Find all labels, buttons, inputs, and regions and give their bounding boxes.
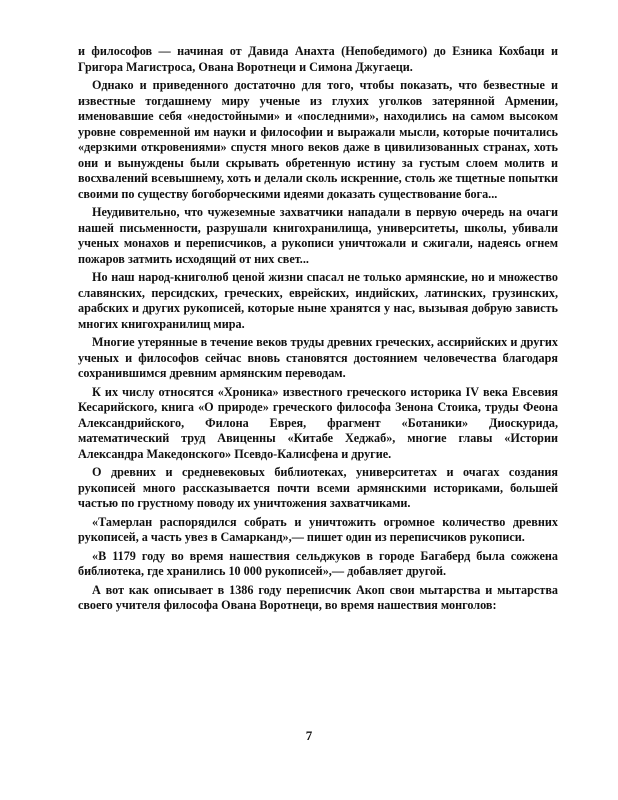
paragraph-9: «В 1179 году во время нашествия сельджуков в городе Багаберд была сожжена библиотека, где хранились 10 000 рукописей»,— добавляет другой. (78, 548, 558, 578)
page-number: 7 (305, 728, 313, 743)
paragraph-5: Многие утерянные в течение веков труды древних греческих, ассирийских и других ученых и философов сейчас вновь становятся достоянием человечества благодаря сохранившимся древним армянским переводам. (78, 335, 558, 380)
paragraph-7: О древних и средневековых библиотеках, университетах и очагах создания рукописей много рассказывается почти всеми армянскими историками, большей частью по грустному поводу их уничтожения захватчиками. (78, 465, 558, 510)
paragraph-3: Неудивительно, что чужеземные захватчики нападали в первую очередь на очаги нашей письменности, разрушали книгохранилища, университеты, школы, убивали ученых монахов и переписчиков, а рукописи уничтожали и сжигали, надеясь огнем пожаров затмить исходящий от них свет... (78, 205, 558, 266)
paragraph-10: А вот как описывает в 1386 году переписчик Акоп свои мытарства и мытарства своего учителя философа Ована Воротнеци, во время нашествия монголов: (78, 582, 558, 612)
paragraph-1: и философов — начиная от Давида Анахта (Непобедимого) до Езника Кохбаци и Григора Магистроса, Ована Воротнеци и Симона Джугаеци. (78, 44, 558, 74)
paragraph-2: Однако и приведенного достаточно для того, чтобы показать, что безвестные и известные тогдашнему миру ученые из глухих уголков затерянной Армении, именовавшие себя «недостойными» и «последними», находились на самом высоком уровне современной им науки и философии и выражали мысли, которые почитались «дерзкими откровениями» спустя много веков даже в цивилизованных странах, хоть они и вынуждены были скрывать обретенную истину за густым слоем молитв и восхвалений всевышнему, хоть и делали сколь искренние, столь же тщетные попытки своими по существу богоборческими идеями доказать существование бога... (78, 78, 558, 201)
paragraph-6: К их числу относятся «Хроника» известного греческого историка IV века Евсевия Кесарийского, книга «О природе» греческого философа Зенона Стоика, труды Феона Александрийского, Филона Еврея, фрагмент «Ботаники» Диоскурида, математический труд Авиценны «Китабе Хеджаб», многие главы «Истории Александра Македонского» Псевдо-Калисфена и другие. (78, 384, 558, 461)
page-body (78, 44, 558, 617)
paragraph-8: «Тамерлан распорядился собрать и уничтожить огромное количество древних рукописей, а часть увез в Самарканд»,— пишет один из переписчиков рукописи. (78, 514, 558, 544)
paragraph-4: Но наш народ-книголюб ценой жизни спасал не только армянские, но и множество славянских, персидских, греческих, еврейских, индийских, латинских, грузинских, арабских и других рукописей, которые ныне хранятся у нас, вызывая добрую зависть многих книгохранилищ мира. (78, 270, 558, 331)
